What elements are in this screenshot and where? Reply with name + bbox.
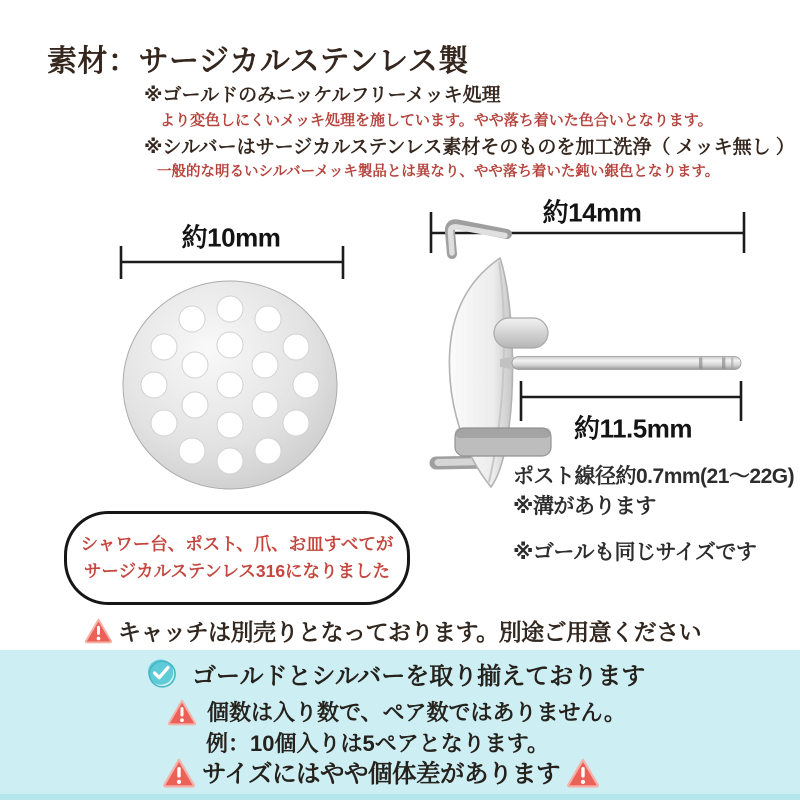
note-silver-material: ※シルバーはサージカルステンレス素材そのものを加工洗浄（ メッキ無し ） [144,137,795,158]
dimension-label-11-5mm: 約11.5mm [574,413,692,444]
callout-box [64,511,410,605]
catch-warning-row [84,614,701,647]
footer-row-colors [145,656,645,691]
warning-icon [162,757,196,788]
groove-note: ※溝があります [513,495,656,518]
page-title: 素材：サージカルステンレス製 [47,45,469,78]
post-groove [699,358,702,369]
callout-line1: シャワー台、ポスト、爪、お皿すべてが [80,534,394,554]
footer-row-example [206,727,549,758]
stud-upper-tab [494,318,548,348]
footer-row-size-text: サイズにはやや個体差があります [202,761,561,788]
ear-stud-illustration [436,224,741,487]
post-spec-text: ポスト線径約0.7mm(21〜22G) [513,465,795,488]
footer-row-size [162,755,600,790]
footer-bottom-band [0,794,800,800]
post-groove [722,358,725,369]
footer-row-colors-text: ゴールドとシルバーを取り揃えております [192,663,646,690]
footer-row-count-text: 個数は入り数で、ペア数ではありません。 [207,700,626,725]
footer-row-example-text: 例：10個入りは5ペアとなります。 [206,731,549,756]
warning-icon [167,698,197,726]
note-silver-detail: 一般的な明るいシルバーメッキ製品とは異なり、やや落ち着いた鈍い銀色となります。 [157,164,720,180]
warning-icon [84,617,113,644]
dimension-label-10mm: 約10mm [181,222,281,253]
sieve-disc-illustration [123,281,337,489]
note-gold-plating: ※ゴールドのみニッケルフリーメッキ処理 [144,85,501,106]
check-icon [145,657,178,690]
note-gold-plating-detail: より変色しにくいメッキ処理を施しています。やや落ち着いた色合いとなります。 [160,112,713,129]
callout-line2: サージカルステンレス316になりました [83,561,391,581]
gold-size-note: ※ゴールも同じサイズです [513,541,757,564]
post-groove [731,358,733,369]
dimension-label-14mm: 約14mm [542,197,642,228]
warning-icon [566,757,600,788]
catch-warning-text: キャッチは別売りとなっております。別途ご用意ください [118,619,702,645]
footer-row-count [167,696,626,727]
